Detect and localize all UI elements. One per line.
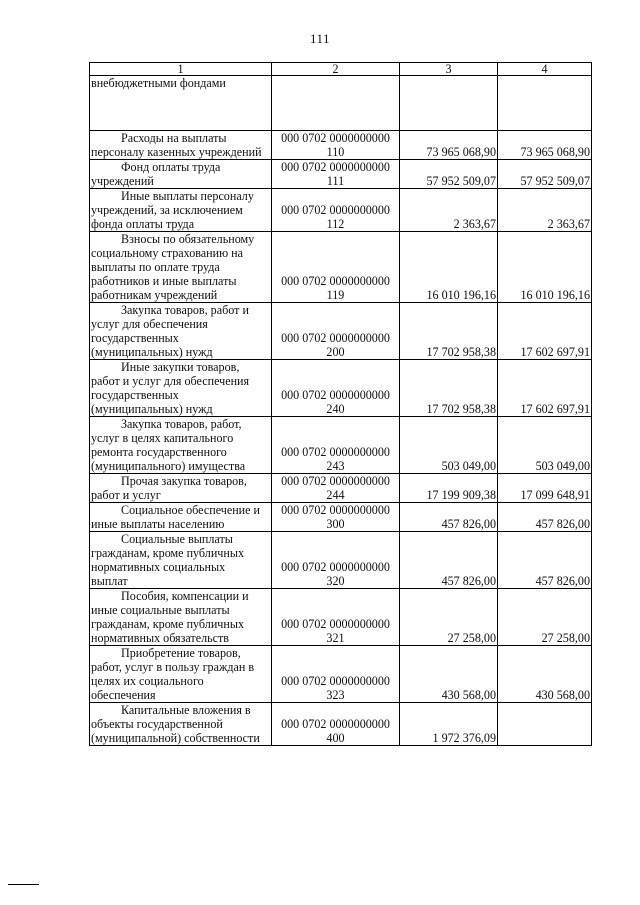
row-amount-col3: 17 702 958,38 [400, 360, 498, 417]
row-amount-col4: 73 965 068,90 [498, 131, 592, 160]
row-code-line: 323 [326, 688, 345, 702]
row-amount-col4: 457 826,00 [498, 532, 592, 589]
row-name-line: работникам учреждений [91, 288, 218, 302]
row-code-cell [272, 703, 400, 746]
row-name-line: Фонд оплаты труда [121, 160, 221, 174]
row-code-line: 240 [326, 402, 345, 416]
row-name-line: персоналу казенных учреждений [91, 145, 262, 159]
row-name-line: ремонта государственного [91, 445, 227, 459]
row-amount-col3: 2 363,67 [400, 189, 498, 232]
header-row [90, 63, 592, 76]
row-amount-col3: 430 568,00 [400, 646, 498, 703]
row-code-cell [272, 303, 400, 360]
row-code-cell [272, 474, 400, 503]
row-code-line: 244 [326, 488, 345, 502]
row-code-line: 000 0702 0000000000 [281, 617, 390, 631]
row-code-line: 321 [326, 631, 345, 645]
table-row [90, 360, 592, 417]
row-amount-col4: 457 826,00 [498, 503, 592, 532]
row-amount-col3: 457 826,00 [400, 503, 498, 532]
row-name-cell [90, 76, 272, 131]
row-code-line: 111 [326, 174, 345, 188]
row-name-line: (муниципальных) нужд [91, 402, 213, 416]
row-code-cell [272, 160, 400, 189]
row-amount-col4: 57 952 509,07 [498, 160, 592, 189]
row-amount-col4 [498, 76, 592, 131]
footer-rule [8, 884, 39, 885]
row-amount-col3: 1 972 376,09 [400, 703, 498, 746]
row-name-line: обеспечения [91, 688, 156, 702]
row-code-line: 110 [326, 145, 345, 159]
row-name-line: услуг в целях капитального [91, 431, 234, 445]
row-code-line: 119 [326, 288, 345, 302]
row-name-cell [90, 474, 272, 503]
row-code-line: 243 [326, 459, 345, 473]
row-code-line: 000 0702 0000000000 [281, 203, 390, 217]
row-name-line: (муниципального) имущества [91, 459, 246, 473]
row-name-line: учреждений [91, 174, 154, 188]
row-amount-col4: 503 049,00 [498, 417, 592, 474]
row-amount-col4: 27 258,00 [498, 589, 592, 646]
row-amount-col4 [498, 703, 592, 746]
row-name-line: Пособия, компенсации и [121, 589, 249, 603]
row-code-line: 320 [326, 574, 345, 588]
row-code-cell [272, 503, 400, 532]
row-code-line: 300 [326, 517, 345, 531]
row-code-cell [272, 589, 400, 646]
table-row [90, 76, 592, 131]
table-row [90, 703, 592, 746]
row-code-cell [272, 646, 400, 703]
row-name-line: иные социальные выплаты [91, 603, 230, 617]
row-name-line: гражданам, кроме публичных [91, 546, 245, 560]
row-amount-col3: 57 952 509,07 [400, 160, 498, 189]
row-code-line: 400 [326, 731, 345, 745]
row-name-line: государственных [91, 388, 179, 402]
row-name-line: Иные выплаты персоналу [121, 189, 254, 203]
row-name-line: гражданам, кроме публичных [91, 617, 245, 631]
column-header: 1 [90, 63, 272, 76]
row-amount-col4: 430 568,00 [498, 646, 592, 703]
row-name-cell [90, 417, 272, 474]
row-name-line: Социальные выплаты [121, 532, 233, 546]
row-code-cell [272, 532, 400, 589]
row-code-line: 200 [326, 345, 345, 359]
row-name-line: объекты государственной [91, 717, 223, 731]
row-amount-col4: 2 363,67 [498, 189, 592, 232]
row-name-cell [90, 503, 272, 532]
row-name-cell [90, 703, 272, 746]
table-row [90, 646, 592, 703]
table-row [90, 503, 592, 532]
row-code-cell [272, 232, 400, 303]
table-row [90, 232, 592, 303]
row-name-cell [90, 589, 272, 646]
row-amount-col4: 17 602 697,91 [498, 360, 592, 417]
row-amount-col3: 27 258,00 [400, 589, 498, 646]
row-name-line: (муниципальных) нужд [91, 345, 213, 359]
row-amount-col4: 16 010 196,16 [498, 232, 592, 303]
table-row [90, 532, 592, 589]
row-code-line: 000 0702 0000000000 [281, 331, 390, 345]
row-name-line: Закупка товаров, работ и [121, 303, 249, 317]
row-amount-col4: 17 099 648,91 [498, 474, 592, 503]
row-code-line: 000 0702 0000000000 [281, 160, 390, 174]
row-code-cell [272, 76, 400, 131]
table-row [90, 589, 592, 646]
row-name-cell [90, 232, 272, 303]
row-name-line: целях их социального [91, 674, 204, 688]
row-amount-col3 [400, 76, 498, 131]
row-name-line: работ, услуг в пользу граждан в [91, 660, 255, 674]
row-name-line: работ и услуг для обеспечения [91, 374, 250, 388]
row-name-line: нормативных обязательств [91, 631, 230, 645]
row-code-cell [272, 189, 400, 232]
row-name-line: выплат [91, 574, 128, 588]
page-number: 111 [309, 31, 331, 46]
row-code-cell [272, 417, 400, 474]
row-amount-col3: 73 965 068,90 [400, 131, 498, 160]
row-name-line: иные выплаты населению [91, 517, 225, 531]
row-name-cell [90, 532, 272, 589]
row-code-line: 000 0702 0000000000 [281, 388, 390, 402]
row-amount-col3: 16 010 196,16 [400, 232, 498, 303]
budget-table [89, 62, 592, 746]
table-row [90, 160, 592, 189]
row-name-line: Взносы по обязательному [121, 232, 255, 246]
row-name-line: государственных [91, 331, 179, 345]
row-name-line: (муниципальной) собственности [91, 731, 260, 745]
row-name-line: Приобретение товаров, [121, 646, 241, 660]
row-name-line: социальному страхованию на [91, 246, 244, 260]
row-amount-col3: 457 826,00 [400, 532, 498, 589]
row-amount-col3: 17 199 909,38 [400, 474, 498, 503]
table-row [90, 189, 592, 232]
column-header: 4 [498, 63, 592, 76]
row-name-cell [90, 189, 272, 232]
row-name-line: выплаты по оплате труда [91, 260, 220, 274]
row-code-cell [272, 360, 400, 417]
row-code-line: 112 [326, 217, 345, 231]
row-name-line: фонда оплаты труда [91, 217, 195, 231]
row-code-line: 000 0702 0000000000 [281, 274, 390, 288]
row-name-line: нормативных социальных [91, 560, 226, 574]
row-amount-col4: 17 602 697,91 [498, 303, 592, 360]
table-row [90, 474, 592, 503]
row-name-cell [90, 360, 272, 417]
row-code-line: 000 0702 0000000000 [281, 503, 390, 517]
row-name-line: Закупка товаров, работ, [121, 417, 242, 431]
table-row [90, 303, 592, 360]
row-code-line: 000 0702 0000000000 [281, 717, 390, 731]
row-amount-col3: 17 702 958,38 [400, 303, 498, 360]
column-header: 3 [400, 63, 498, 76]
row-name-line: Иные закупки товаров, [121, 360, 240, 374]
row-name-line: Социальное обеспечение и [121, 503, 261, 517]
row-name-cell [90, 303, 272, 360]
row-code-line: 000 0702 0000000000 [281, 560, 390, 574]
row-name-cell [90, 160, 272, 189]
row-name-cell [90, 131, 272, 160]
table-row [90, 417, 592, 474]
row-name-line: Прочая закупка товаров, [121, 474, 247, 488]
table-row [90, 131, 592, 160]
row-name-line: учреждений, за исключением [91, 203, 243, 217]
row-code-line: 000 0702 0000000000 [281, 131, 390, 145]
row-name-line: работников и иные выплаты [91, 274, 237, 288]
row-code-line: 000 0702 0000000000 [281, 474, 390, 488]
column-header: 2 [272, 63, 400, 76]
row-name-line: Расходы на выплаты [121, 131, 227, 145]
row-name-line: внебюджетными фондами [91, 76, 226, 90]
row-name-cell [90, 646, 272, 703]
row-code-line: 000 0702 0000000000 [281, 674, 390, 688]
row-name-line: Капитальные вложения в [121, 703, 251, 717]
row-amount-col3: 503 049,00 [400, 417, 498, 474]
row-name-line: работ и услуг [91, 488, 161, 502]
row-code-cell [272, 131, 400, 160]
row-code-line: 000 0702 0000000000 [281, 445, 390, 459]
row-name-line: услуг для обеспечения [91, 317, 208, 331]
